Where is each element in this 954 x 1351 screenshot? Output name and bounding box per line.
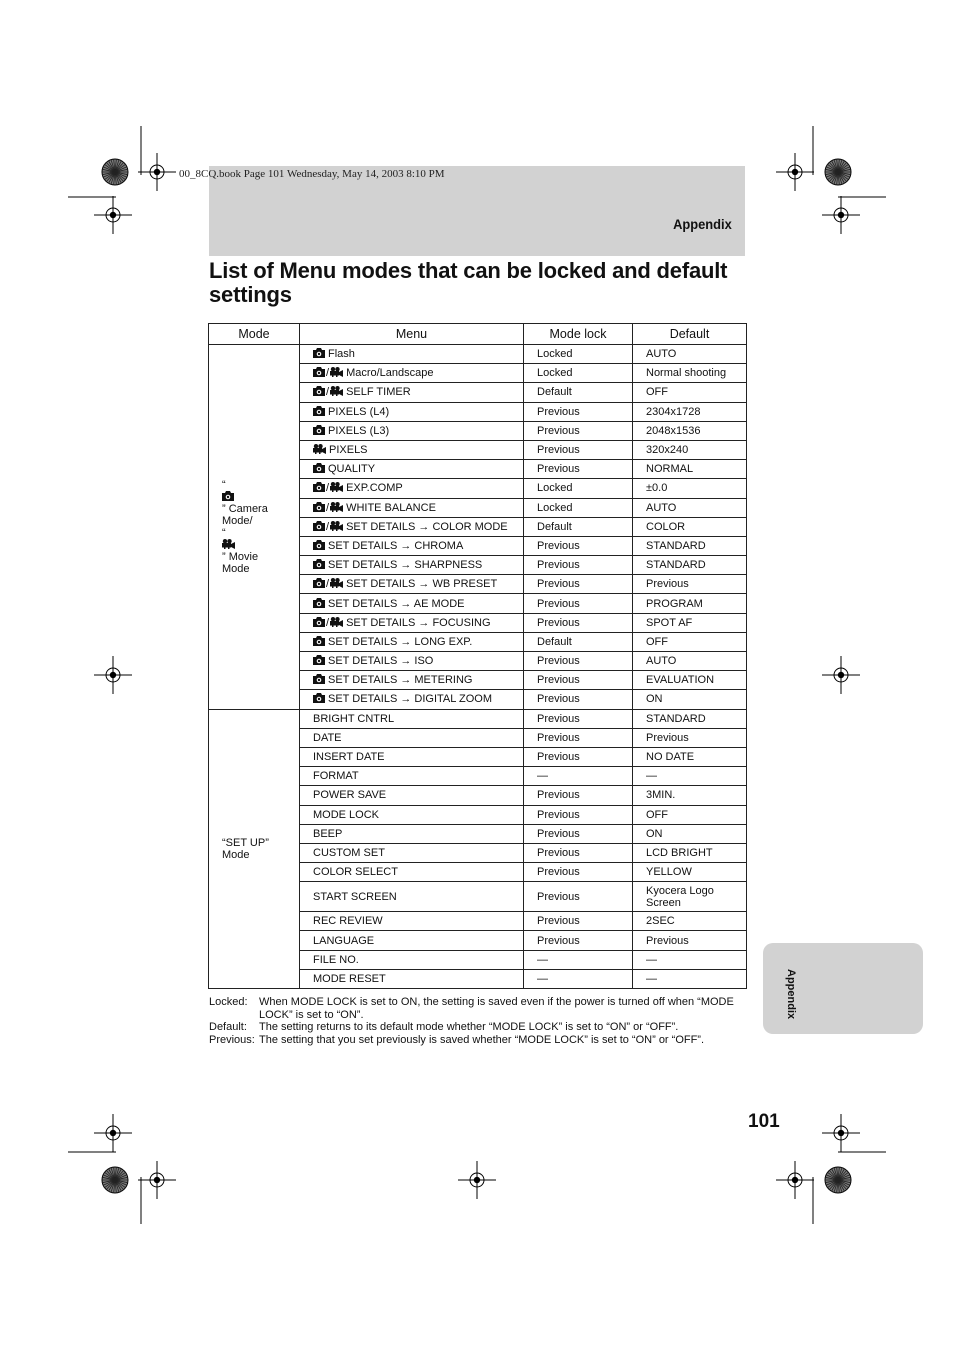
menu-cell: FORMAT (300, 767, 524, 786)
mode-lock-cell: Previous (524, 843, 633, 862)
mode-lock-cell: Previous (524, 912, 633, 931)
menu-cell: DATE (300, 728, 524, 747)
menu-cell: BEEP (300, 824, 524, 843)
column-header: Menu (300, 324, 524, 345)
menu-cell: SET DETAILS → LONG EXP. (300, 632, 524, 651)
registration-mark-icon (776, 1161, 814, 1199)
mode-lock-cell: Previous (524, 805, 633, 824)
default-cell: YELLOW (633, 863, 747, 882)
book-info: 00_8CQ.book Page 101 Wednesday, May 14, 2003 8:10 PM (179, 168, 445, 180)
mode-lock-cell: Default (524, 632, 633, 651)
default-cell: OFF (633, 632, 747, 651)
mode-lock-cell: Previous (524, 652, 633, 671)
note-text: The setting that you set previously is saved whether “MODE LOCK” is set to “ON” or “OFF”. (259, 1033, 705, 1046)
default-cell: 2048x1536 (633, 421, 747, 440)
menu-cell: / SET DETAILS → FOCUSING (300, 613, 524, 632)
column-header: Default (633, 324, 747, 345)
menu-cell: SET DETAILS → DIGITAL ZOOM (300, 690, 524, 709)
default-cell: SPOT AF (633, 613, 747, 632)
color-target-icon (825, 159, 851, 185)
mode-lock-cell: Default (524, 517, 633, 536)
slash: / (326, 578, 330, 591)
mode-line: “SET UP” (222, 836, 269, 849)
mode-lock-cell: Previous (524, 882, 633, 912)
default-cell: STANDARD (633, 556, 747, 575)
mode-lock-cell: Locked (524, 498, 633, 517)
default-cell: OFF (633, 383, 747, 402)
menu-cell: / Macro/Landscape (300, 364, 524, 383)
default-cell: Previous (633, 931, 747, 950)
note-term: Previous: (209, 1033, 255, 1046)
mode-lock-cell: Previous (524, 747, 633, 766)
default-cell: NO DATE (633, 747, 747, 766)
slash: / (326, 386, 330, 399)
registration-mark-icon (94, 656, 132, 694)
note-text: When MODE LOCK is set to ON, the setting is saved even if the power is turned off when “MODE LOCK” is set to “ON”. (259, 996, 734, 1021)
slash: / (326, 520, 330, 533)
note-term: Default: (209, 1021, 247, 1034)
page-title: List of Menu modes that can be locked and default settings (209, 258, 728, 307)
mode-lock-cell: Previous (524, 402, 633, 421)
registration-mark-icon (94, 1114, 132, 1152)
mode-lock-cell: Previous (524, 440, 633, 459)
menu-cell: FILE NO. (300, 950, 524, 969)
menu-cell: REC REVIEW (300, 912, 524, 931)
menu-cell: SET DETAILS → CHROMA (300, 536, 524, 555)
default-cell: 3MIN. (633, 786, 747, 805)
default-cell: 2304x1728 (633, 402, 747, 421)
section-label: Appendix (673, 216, 732, 232)
default-cell: STANDARD (633, 709, 747, 728)
default-cell: PROGRAM (633, 594, 747, 613)
slash: / (326, 367, 330, 380)
mode-lock-cell: Previous (524, 690, 633, 709)
mode-line: Mode (222, 562, 250, 575)
registration-mark-icon (822, 196, 860, 234)
menu-cell: PIXELS (L3) (300, 421, 524, 440)
default-cell: ON (633, 824, 747, 843)
page-number: 101 (748, 1111, 780, 1132)
mode-lock-cell: Previous (524, 575, 633, 594)
mode-lock-cell: Locked (524, 479, 633, 498)
default-cell: Kyocera Logo Screen (633, 882, 747, 912)
side-tab-label: Appendix (785, 969, 797, 1020)
menu-cell: START SCREEN (300, 882, 524, 912)
menu-cell: PIXELS (300, 440, 524, 459)
default-cell: Normal shooting (633, 364, 747, 383)
default-cell: 2SEC (633, 912, 747, 931)
mode-lock-cell: Previous (524, 728, 633, 747)
menu-cell: SET DETAILS → METERING (300, 671, 524, 690)
default-cell: STANDARD (633, 536, 747, 555)
mode-lock-cell: Previous (524, 709, 633, 728)
registration-mark-icon (822, 1114, 860, 1152)
menu-cell: / EXP.COMP (300, 479, 524, 498)
default-cell: AUTO (633, 498, 747, 517)
default-cell: Previous (633, 728, 747, 747)
default-cell: ±0.0 (633, 479, 747, 498)
mode-lock-cell: Previous (524, 421, 633, 440)
note-term: Locked: (209, 996, 248, 1008)
mode-line: Mode/ (222, 514, 253, 527)
mode-lock-cell: Previous (524, 931, 633, 950)
default-cell: — (633, 767, 747, 786)
menu-cell: BRIGHT CNTRL (300, 709, 524, 728)
menu-cell: SET DETAILS → AE MODE (300, 594, 524, 613)
default-cell: AUTO (633, 345, 747, 364)
registration-mark-icon (458, 1161, 496, 1199)
menu-cell: / SET DETAILS → WB PRESET (300, 575, 524, 594)
mode-line: “ ” Camera (222, 478, 268, 515)
default-cell: — (633, 969, 747, 988)
menu-cell: / WHITE BALANCE (300, 498, 524, 517)
default-cell: AUTO (633, 652, 747, 671)
mode-lock-cell: — (524, 969, 633, 988)
mode-line: Mode (222, 848, 250, 861)
menu-cell: / SET DETAILS → COLOR MODE (300, 517, 524, 536)
color-target-icon (102, 1167, 128, 1193)
default-cell: Previous (633, 575, 747, 594)
default-cell: EVALUATION (633, 671, 747, 690)
mode-lock-cell: Previous (524, 824, 633, 843)
mode-lock-cell: Previous (524, 613, 633, 632)
registration-mark-icon (138, 153, 176, 191)
menu-cell: MODE RESET (300, 969, 524, 988)
default-cell: — (633, 950, 747, 969)
mode-lock-cell: Previous (524, 594, 633, 613)
slash: / (326, 482, 330, 495)
menu-cell: SET DETAILS → SHARPNESS (300, 556, 524, 575)
mode-lock-cell: Locked (524, 364, 633, 383)
default-cell: LCD BRIGHT (633, 843, 747, 862)
column-header: Mode (209, 324, 300, 345)
mode-lock-cell: Previous (524, 460, 633, 479)
mode-lock-cell: Previous (524, 536, 633, 555)
default-cell: 320x240 (633, 440, 747, 459)
menu-cell: INSERT DATE (300, 747, 524, 766)
registration-mark-icon (138, 1161, 176, 1199)
color-target-icon (102, 159, 128, 185)
menu-cell: POWER SAVE (300, 786, 524, 805)
slash: / (326, 501, 330, 514)
menu-cell: CUSTOM SET (300, 843, 524, 862)
mode-lock-cell: Previous (524, 556, 633, 575)
menu-cell: / SELF TIMER (300, 383, 524, 402)
slash: / (326, 616, 330, 629)
note-text: The setting returns to its default mode whether “MODE LOCK” is set to “ON” or “OFF”. (259, 1021, 679, 1034)
registration-mark-icon (822, 656, 860, 694)
mode-lock-cell: Previous (524, 786, 633, 805)
color-target-icon (825, 1167, 851, 1193)
registration-mark-icon (94, 196, 132, 234)
menu-cell: PIXELS (L4) (300, 402, 524, 421)
menu-cell: MODE LOCK (300, 805, 524, 824)
default-cell: OFF (633, 805, 747, 824)
mode-line: “ ” Movie (222, 526, 259, 563)
default-cell: ON (633, 690, 747, 709)
menu-cell: Flash (300, 345, 524, 364)
menu-cell: COLOR SELECT (300, 863, 524, 882)
mode-lock-cell: — (524, 767, 633, 786)
menu-cell: QUALITY (300, 460, 524, 479)
mode-lock-cell: — (524, 950, 633, 969)
default-cell: COLOR (633, 517, 747, 536)
menu-cell: LANGUAGE (300, 931, 524, 950)
mode-lock-cell: Previous (524, 671, 633, 690)
mode-lock-cell: Locked (524, 345, 633, 364)
mode-lock-cell: Previous (524, 863, 633, 882)
column-header: Mode lock (524, 324, 633, 345)
menu-cell: SET DETAILS → ISO (300, 652, 524, 671)
registration-mark-icon (776, 153, 814, 191)
mode-lock-cell: Default (524, 383, 633, 402)
default-cell: NORMAL (633, 460, 747, 479)
